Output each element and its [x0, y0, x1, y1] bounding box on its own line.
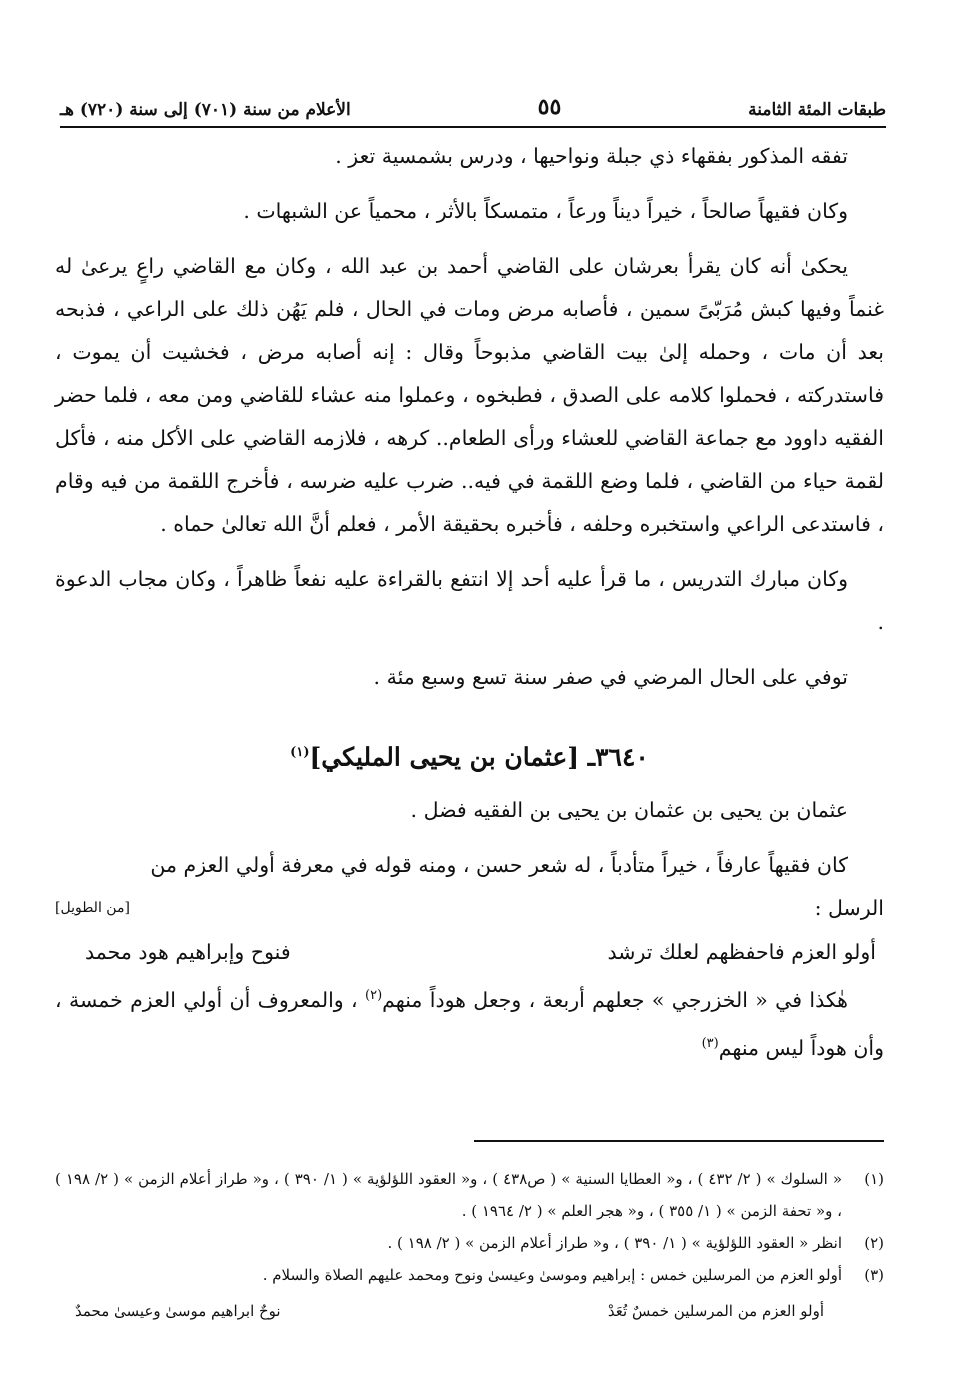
intro-end-line	[55, 887, 884, 930]
verse-second-hemistich: فنوح وإبراهيم هود محمد	[85, 940, 291, 965]
footnote-verse-first: أولو العزم من المرسلين خمسٌ تُعَدْ	[607, 1302, 824, 1320]
entry-title	[55, 729, 884, 781]
poem-verse	[55, 930, 884, 974]
footnote-verse	[55, 1291, 884, 1327]
verse-first-hemistich: أولو العزم فاحفظهم لعلك ترشد	[607, 940, 876, 965]
footnote-number: (٢)	[864, 1234, 884, 1252]
paragraph-character: وكان فقيهاً صالحاً ، خيراً ديناً ورعاً ، متمسكاً بالأثر ، محمياً عن الشبهات .	[243, 199, 848, 223]
footnote-text: « السلوك » ( ٢/ ٤٣٢ ) ، و« العطايا السنية » ( ص٤٣٨ ) ، و« العقود اللؤلؤية » ( ١/ ٣٩٠ ) ، و« طراز أعلام الزمن » ( ٢/ ١٩٨ ) ، و« تحفة الزمن » ( ١/ ٣٥٥ ) ، و« هجر العلم » ( ٢/ ١٩٦٤ ) .	[55, 1170, 843, 1220]
footnote-number: (٣)	[864, 1266, 884, 1284]
entry-comment	[55, 974, 884, 1070]
comment-footnote-ref: (٢)	[365, 988, 383, 1004]
paragraph-study: تفقه المذكور بفقهاء ذي جبلة ونواحيها ، ودرس بشمسية تعز .	[335, 144, 848, 168]
paragraph-story: يحكىٰ أنه كان يقرأ بعرشان على القاضي أحمد بن عبد الله ، وكان مع القاضي راعٍ يرعىٰ له غنماً وفيها كبش مُرَبّىً سمين ، فأصابه مرض ومات في الحال ، فلم يَهُن ذلك على الراعي ، فذبحه بعد أن مات ، وحمله إلىٰ بيت القاضي مذبوحاً وقال : إنه أصابه مرض ، فخشيت أن يموت ، فاستدركته ، فحملوا كلامه على الصدق ، فطبخوه ، وعملوا منه عشاء للقاضي ومن معه ، فلما حضر الفقيه داوود مع جماعة القاضي للعشاء ورأى الطعام.. كرهه ، فلازمه القاضي على الأكل منه ، فأكل لقمة حياء من القاضي ، فلما وضع اللقمة في فيه.. ضرب عليه ضرسه ، فأخرج اللقمة من فيه وقام ، فاستدعى الراعي واستخبره وحلفه ، فأخبره بحقيقة الأمر ، فعلم أنَّ الله تعالىٰ حماه .	[55, 254, 884, 536]
entry-title-text: ٣٦٤٠ـ [عثمان بن يحيى المليكي]	[309, 742, 649, 772]
intro-end: الرسل :	[814, 896, 884, 921]
footnote-number: (١)	[864, 1170, 884, 1188]
meter-label: [من الطويل]	[55, 900, 130, 917]
footnote-divider	[474, 1140, 884, 1142]
entry-lineage: عثمان بن يحيى بن عثمان بن يحيى بن الفقيه فضل .	[410, 798, 848, 823]
footnote-verse-second: نوحٌ ابراهيم موسىٰ وعيسىٰ محمدٌ	[75, 1302, 281, 1320]
header-year-range: الأعلام من سنة (٧٠١) إلى سنة (٧٢٠) هـ	[60, 100, 351, 120]
comment-rest: ، والمعروف أن أولي العزم خمسة ، وأن هوداً ليس منهم	[55, 988, 884, 1060]
comment-footnote-ref-2: (٣)	[701, 1036, 719, 1052]
page-number: ٥٥	[537, 94, 562, 120]
page-header	[60, 80, 886, 128]
footnote-2	[55, 1227, 884, 1259]
footnote-text: أولو العزم من المرسلين خمس : إبراهيم وموسىٰ وعيسىٰ ونوح ومحمد عليهم الصلاة والسلام .	[262, 1266, 842, 1284]
footnote-text: انظر « العقود اللؤلؤية » ( ١/ ٣٩٠ ) ، و« طراز أعلام الزمن » ( ٢/ ١٩٨ ) .	[387, 1234, 842, 1252]
comment-text: هٰكذا في « الخزرجي » جعلهم أربعة ، وجعل هوداً منهم	[382, 988, 848, 1013]
entry-intro: كان فقيهاً عارفاً ، خيراً متأدباً ، له شعر حسن ، ومنه قوله في معرفة أولي العزم من	[150, 853, 848, 878]
main-text	[55, 135, 884, 1082]
footnote-1	[55, 1163, 884, 1227]
paragraph-teaching: وكان مبارك التدريس ، ما قرأ عليه أحد إلا انتفع بالقراءة عليه نفعاً ظاهراً ، وكان مجاب الدعوة .	[55, 567, 884, 634]
paragraph-death: توفي على الحال المرضي في صفر سنة تسع وسبع مئة .	[373, 665, 848, 689]
footnote-3	[55, 1259, 884, 1291]
footnotes	[55, 1163, 884, 1327]
header-book-section: طبقات المئة الثامنة	[748, 100, 886, 120]
entry-title-footnote-ref: (١)	[290, 745, 310, 760]
